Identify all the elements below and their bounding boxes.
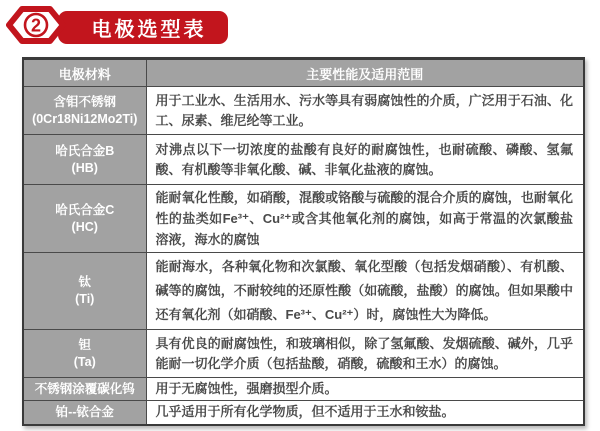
material-code: (0Cr18Ni12Mo2Ti)	[32, 111, 138, 126]
electrode-selection-table	[22, 57, 585, 426]
material-name: 铂--铱合金	[55, 404, 114, 419]
material-name: 哈氏合金C	[55, 202, 115, 217]
performance-cell: 能耐氧化性酸，如硝酸，混酸或铬酸与硫酸的混合介质的腐蚀，也耐氧化性的盐类如Fe³⁺、Cu²⁺或含其他氧化剂的腐蚀，如高于常温的次氯酸盐溶液，海水的腐蚀	[146, 185, 584, 253]
table-row	[23, 401, 584, 425]
material-cell	[23, 378, 146, 401]
material-cell	[23, 87, 146, 135]
performance-cell: 几乎适用于所有化学物质，但不适用于王水和铵盐。	[146, 401, 584, 425]
performance-cell: 用于工业水、生活用水、污水等具有弱腐蚀性的介质，广泛用于石油、化工、尿素、维尼纶等工业。	[146, 87, 584, 135]
material-cell	[23, 253, 146, 330]
performance-cell: 用于无腐蚀性，强磨损型介质。	[146, 378, 584, 401]
material-name: 含钼不锈钢	[53, 94, 116, 109]
table-row	[23, 185, 584, 253]
table-row	[23, 87, 584, 135]
material-code: (Ta)	[73, 354, 96, 369]
section-title: 电极选型表	[91, 19, 207, 41]
material-code: (HC)	[71, 219, 98, 234]
table-header-row	[23, 59, 584, 87]
material-code: (Ti)	[75, 292, 95, 306]
material-name: 钛	[78, 275, 91, 289]
performance-cell: 对沸点以下一切浓度的盐酸有良好的耐腐蚀性，也耐硫酸、磷酸、氢氟酸、有机酸等非氧化酸、碱、非氧化盐液的腐蚀。	[146, 135, 584, 185]
column-header-performance: 主要性能及适用范围	[146, 59, 584, 87]
material-cell	[23, 401, 146, 425]
material-code: (HB)	[71, 160, 98, 175]
number-badge-hexagon-icon	[6, 4, 66, 46]
material-cell	[23, 185, 146, 253]
material-cell	[23, 330, 146, 378]
performance-cell: 能耐海水，各种氧化物和次氯酸、氧化型酸（包括发烟硝酸）、有机酸、碱等的腐蚀，不耐较纯的还原性酸（如硫酸，盐酸）的腐蚀。但如果酸中还有氧化剂（如硝酸、Fe³⁺、Cu²⁺）时，腐蚀性大为降低。	[146, 253, 584, 330]
column-header-material: 电极材料	[23, 59, 146, 87]
table-row	[23, 330, 584, 378]
table-row	[23, 378, 584, 401]
section-header	[0, 0, 600, 52]
material-name: 哈氏合金B	[55, 143, 115, 158]
table-row	[23, 135, 584, 185]
badge-number: 2	[30, 15, 42, 36]
performance-cell: 具有优良的耐腐蚀性，和玻璃相似，除了氢氟酸、发烟硫酸、碱外，几乎能耐一切化学介质（包括盐酸，硝酸，硫酸和王水）的腐蚀。	[146, 330, 584, 378]
section-title-banner	[58, 11, 228, 44]
table-row	[23, 253, 584, 330]
material-name: 不锈钢涂覆碳化钨	[34, 381, 135, 396]
material-cell	[23, 135, 146, 185]
material-name: 钽	[78, 337, 91, 352]
